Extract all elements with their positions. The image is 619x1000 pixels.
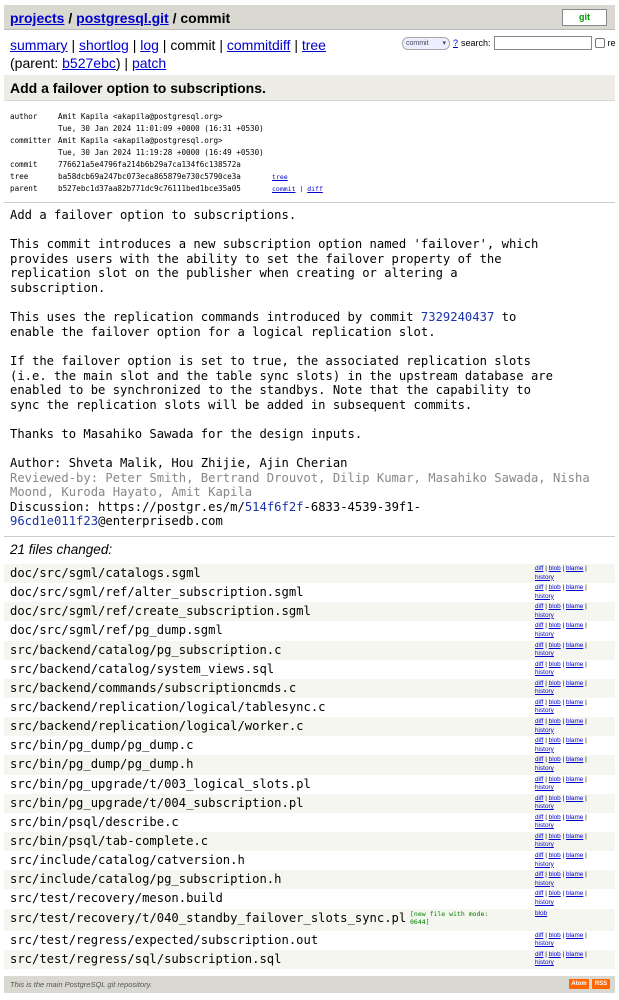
link-separator: | bbox=[583, 603, 587, 611]
file-row bbox=[4, 602, 615, 621]
file-blob-link[interactable]: blob bbox=[548, 832, 561, 840]
msg-paragraph: If the failover option is set to true, the associated replication slots (i.e. the main slot and the table sync slots) in the upstream database are enabled to be synchronized to the standbys. Note that the capability to sync the replication slots will be added in subsequent commits. bbox=[10, 353, 553, 412]
file-diff-link[interactable]: diff bbox=[535, 565, 544, 572]
link-separator: | bbox=[543, 950, 549, 958]
file-diff-link[interactable]: diff bbox=[535, 584, 544, 592]
file-links bbox=[535, 951, 613, 968]
meta-parent-links: commit | diff bbox=[272, 185, 323, 193]
file-diff-link[interactable]: diff bbox=[535, 931, 544, 939]
file-links bbox=[535, 737, 613, 754]
file-diff-link[interactable]: diff bbox=[535, 775, 544, 783]
file-diff-link[interactable]: diff bbox=[535, 852, 544, 860]
header-separator: / bbox=[68, 10, 73, 26]
link-separator: | bbox=[543, 603, 549, 611]
link-separator: | bbox=[543, 622, 549, 630]
file-row bbox=[4, 679, 615, 698]
meta-label: parent bbox=[10, 184, 38, 193]
link-separator: | bbox=[583, 737, 587, 745]
link-separator: | bbox=[560, 622, 566, 630]
file-blame-link[interactable]: blame bbox=[565, 852, 584, 860]
meta-parent-diff-link[interactable]: diff bbox=[307, 185, 323, 193]
meta-label: commit bbox=[10, 160, 38, 169]
link-separator: | bbox=[583, 871, 587, 879]
file-diff-link[interactable]: diff bbox=[535, 718, 544, 726]
file-history-link[interactable]: history bbox=[535, 630, 554, 638]
file-blob-link[interactable]: blob bbox=[548, 660, 561, 668]
file-diff-link[interactable]: diff bbox=[535, 660, 544, 668]
link-separator: | bbox=[543, 718, 549, 726]
file-blame-link[interactable]: blame bbox=[565, 679, 584, 687]
file-blame-link[interactable]: blame bbox=[565, 794, 584, 802]
meta-committer: Amit Kapila <akapila@postgresql.org> bbox=[58, 136, 223, 145]
commit-message bbox=[10, 208, 610, 529]
meta-parent-row bbox=[10, 183, 610, 195]
file-links bbox=[535, 756, 613, 773]
footer-text: This is the main PostgreSQL git repository. bbox=[10, 980, 152, 989]
chevron-down-icon: ▾ bbox=[442, 40, 446, 47]
file-diff-link[interactable]: diff bbox=[535, 794, 544, 802]
file-links bbox=[535, 642, 613, 659]
file-row bbox=[4, 813, 615, 832]
link-separator: | bbox=[560, 698, 566, 706]
meta-author: Amit Kapila <akapila@postgresql.org> bbox=[58, 112, 223, 121]
nav-sep: | bbox=[71, 37, 76, 53]
search-type-select[interactable] bbox=[402, 37, 450, 50]
search-label: search: bbox=[461, 38, 491, 48]
file-links bbox=[535, 584, 613, 601]
meta-label: committer bbox=[10, 136, 52, 145]
file-links bbox=[535, 814, 613, 831]
file-links bbox=[535, 795, 613, 812]
file-row bbox=[4, 909, 615, 931]
file-diff-link[interactable]: diff bbox=[535, 622, 544, 630]
file-history-link[interactable]: history bbox=[535, 784, 554, 792]
msg-paragraph: Thanks to Masahiko Sawada for the design inputs. bbox=[10, 426, 363, 441]
link-separator: | bbox=[560, 890, 566, 898]
link-separator: | bbox=[583, 890, 587, 898]
msg-paragraph: This uses the replication commands introduced by commit bbox=[10, 310, 421, 325]
link-separator: | bbox=[560, 584, 566, 592]
msg-discussion-link[interactable]: 514f6f2f bbox=[244, 499, 304, 514]
nav-log[interactable]: log bbox=[140, 37, 159, 53]
file-history-link[interactable]: history bbox=[535, 745, 554, 753]
link-separator: | bbox=[583, 565, 587, 572]
meta-label: tree bbox=[10, 172, 29, 181]
link-separator: | bbox=[583, 679, 587, 687]
file-name-link[interactable]: doc/src/sgml/ref/create_subscription.sgml bbox=[10, 604, 311, 619]
link-separator: | bbox=[560, 660, 566, 668]
file-history-link[interactable]: history bbox=[535, 860, 554, 868]
file-row bbox=[4, 641, 615, 660]
link-separator: | bbox=[543, 584, 549, 592]
file-links bbox=[535, 910, 613, 919]
link-separator: | bbox=[543, 737, 549, 745]
new-file-note: [new file with mode: 0644] bbox=[410, 909, 489, 926]
file-row bbox=[4, 832, 615, 851]
file-history-link[interactable]: history bbox=[535, 592, 554, 600]
link-separator: | bbox=[543, 660, 549, 668]
divider bbox=[4, 536, 615, 537]
link-separator: | bbox=[543, 775, 549, 783]
search-type-value: commit bbox=[406, 39, 429, 47]
nav-sep: | bbox=[219, 37, 223, 53]
meta-committer-row bbox=[10, 135, 610, 147]
file-blob-link[interactable]: blob bbox=[548, 718, 561, 726]
regex-label: re bbox=[607, 38, 616, 48]
file-row bbox=[4, 794, 615, 813]
link-separator: | bbox=[583, 832, 587, 840]
link-separator: | bbox=[583, 756, 587, 764]
link-separator: | bbox=[543, 756, 549, 764]
regex-checkbox[interactable] bbox=[595, 38, 605, 48]
nav-tree[interactable]: tree bbox=[301, 37, 326, 53]
parent-suffix: ) bbox=[115, 55, 121, 71]
rss-feed-button[interactable]: RSS bbox=[592, 979, 610, 989]
file-row bbox=[4, 564, 615, 583]
file-row bbox=[4, 931, 615, 950]
file-links bbox=[535, 699, 613, 716]
file-name-link[interactable]: src/test/regress/expected/subscription.out bbox=[10, 932, 319, 947]
nav-sep: | bbox=[294, 37, 298, 53]
file-name-link[interactable]: src/include/catalog/pg_subscription.h bbox=[10, 872, 282, 887]
file-blob-link[interactable]: blob bbox=[548, 603, 561, 611]
file-row bbox=[4, 660, 615, 679]
link-separator: | bbox=[583, 852, 587, 860]
nav-sep: | bbox=[124, 55, 129, 71]
file-blob-link[interactable]: blob bbox=[548, 871, 561, 879]
file-blame-link[interactable]: blame bbox=[565, 660, 584, 668]
msg-commit-link[interactable]: 7329240437 bbox=[420, 310, 495, 325]
file-diff-link[interactable]: diff bbox=[535, 756, 544, 764]
file-name-link[interactable]: src/bin/pg_upgrade/t/003_logical_slots.pl bbox=[10, 776, 311, 791]
file-blame-link[interactable]: blame bbox=[565, 603, 584, 611]
file-blob-link[interactable]: blob bbox=[548, 622, 561, 630]
page-header bbox=[4, 5, 615, 30]
meta-commit-hash: 776621a5e4796fa214b6b29a7ca134f6c138572a bbox=[58, 160, 241, 169]
file-diff-link[interactable]: diff bbox=[535, 871, 544, 879]
file-row bbox=[4, 889, 615, 908]
search-bar bbox=[402, 34, 617, 52]
link-separator: | bbox=[583, 950, 587, 958]
file-row bbox=[4, 621, 615, 640]
nav-patch[interactable]: patch bbox=[131, 55, 167, 71]
nav-commit-current: commit bbox=[170, 37, 216, 53]
file-blob-link[interactable]: blob bbox=[548, 775, 561, 783]
search-input[interactable] bbox=[494, 36, 592, 50]
file-blob-link[interactable]: blob bbox=[548, 737, 561, 745]
file-blame-link[interactable]: blame bbox=[565, 871, 584, 879]
file-row bbox=[4, 717, 615, 736]
file-name-link[interactable]: doc/src/sgml/ref/pg_dump.sgml bbox=[10, 623, 223, 638]
file-diff-link[interactable]: diff bbox=[535, 950, 544, 958]
file-links bbox=[535, 932, 613, 949]
footer bbox=[4, 976, 615, 993]
file-blob-link[interactable]: blob bbox=[548, 641, 561, 649]
link-separator: | bbox=[560, 565, 566, 572]
git-logo-text: git bbox=[579, 12, 590, 22]
file-name-link[interactable]: src/test/regress/sql/subscription.sql bbox=[10, 951, 282, 966]
meta-tree-link[interactable]: tree bbox=[272, 173, 288, 181]
file-row bbox=[4, 736, 615, 755]
link-separator: | bbox=[543, 871, 549, 879]
file-blame-link[interactable]: blame bbox=[565, 737, 584, 745]
file-blame-link[interactable]: blame bbox=[565, 832, 584, 840]
link-separator: | bbox=[583, 660, 587, 668]
file-history-link[interactable]: history bbox=[535, 898, 554, 906]
file-name-link[interactable]: src/bin/psql/describe.c bbox=[10, 814, 179, 829]
files-changed-heading: 21 files changed: bbox=[10, 542, 113, 557]
file-diff-link[interactable]: diff bbox=[535, 813, 544, 821]
file-blob-link[interactable]: blob bbox=[548, 794, 561, 802]
file-name-link[interactable]: doc/src/sgml/ref/alter_subscription.sgml bbox=[10, 585, 304, 600]
link-separator: | bbox=[543, 852, 549, 860]
file-blame-link[interactable]: blame bbox=[565, 931, 584, 939]
search-help-link[interactable]: ? bbox=[453, 38, 459, 48]
meta-parent-commit-link[interactable]: commit bbox=[272, 185, 296, 193]
nav-commitdiff[interactable]: commitdiff bbox=[226, 37, 291, 53]
file-blob-link[interactable]: blob bbox=[548, 890, 561, 898]
nav-sep: | bbox=[162, 37, 167, 53]
meta-author-row bbox=[10, 111, 610, 123]
projects-link[interactable]: projects bbox=[10, 10, 65, 26]
file-name-link[interactable]: src/backend/replication/logical/worker.c bbox=[10, 719, 304, 734]
meta-label: author bbox=[10, 112, 38, 121]
file-history-link[interactable]: history bbox=[535, 611, 554, 619]
meta-commit-row bbox=[10, 159, 610, 171]
file-links bbox=[535, 718, 613, 735]
file-history-link[interactable]: history bbox=[535, 822, 554, 830]
file-list bbox=[4, 564, 615, 969]
link-separator: | bbox=[560, 794, 566, 802]
link-separator: | bbox=[583, 641, 587, 649]
file-blame-link[interactable]: blame bbox=[565, 813, 584, 821]
file-blame-link[interactable]: blame bbox=[565, 775, 584, 783]
meta-tree-hash: ba58dcb69a247bc073eca865879e730c5790ce3a bbox=[58, 172, 241, 181]
commit-title[interactable]: Add a failover option to subscriptions. bbox=[4, 75, 615, 101]
file-blame-link[interactable]: blame bbox=[565, 622, 584, 630]
msg-author-line: Author: Shveta Malik, Hou Zhijie, Ajin Cherian bbox=[10, 456, 348, 471]
repo-link[interactable]: postgresql.git bbox=[76, 10, 169, 26]
link-separator: | bbox=[543, 679, 549, 687]
link-separator: | bbox=[560, 718, 566, 726]
link-separator: | bbox=[583, 931, 587, 939]
file-blame-link[interactable]: blame bbox=[565, 584, 584, 592]
file-name-link[interactable]: src/include/catalog/catversion.h bbox=[10, 853, 245, 868]
msg-paragraph: to enable the failover option for a logical replication slot. bbox=[10, 310, 517, 339]
file-name-link[interactable]: src/bin/psql/tab-complete.c bbox=[10, 833, 209, 848]
file-links bbox=[535, 890, 613, 907]
link-separator: | bbox=[560, 852, 566, 860]
file-name-link[interactable]: src/backend/catalog/pg_subscription.c bbox=[10, 642, 282, 657]
link-separator: | bbox=[583, 584, 587, 592]
file-links bbox=[535, 603, 613, 620]
file-history-link[interactable]: history bbox=[535, 803, 554, 811]
file-name-link[interactable]: src/bin/pg_dump/pg_dump.c bbox=[10, 738, 194, 753]
file-history-link[interactable]: history bbox=[535, 669, 554, 677]
file-diff-link[interactable]: diff bbox=[535, 832, 544, 840]
file-history-link[interactable]: history bbox=[535, 841, 554, 849]
atom-feed-button[interactable]: Atom bbox=[569, 979, 589, 989]
file-name-link[interactable]: doc/src/sgml/catalogs.sgml bbox=[10, 566, 201, 580]
link-separator: | bbox=[543, 698, 549, 706]
file-blob-link[interactable]: blob bbox=[535, 909, 548, 917]
commit-metadata bbox=[10, 111, 610, 195]
msg-discussion: @enterprisedb.com bbox=[98, 514, 223, 529]
file-blob-link[interactable]: blob bbox=[548, 584, 561, 592]
file-links bbox=[535, 680, 613, 697]
link-separator: | bbox=[560, 679, 566, 687]
file-name-link[interactable]: src/backend/catalog/system_views.sql bbox=[10, 661, 275, 676]
file-row bbox=[4, 950, 615, 969]
file-diff-link[interactable]: diff bbox=[535, 603, 544, 611]
file-name-link[interactable]: src/bin/pg_upgrade/t/004_subscription.pl bbox=[10, 795, 304, 810]
parent-prefix: (parent: bbox=[10, 55, 63, 71]
file-history-link[interactable]: history bbox=[535, 707, 554, 715]
file-blob-link[interactable]: blob bbox=[548, 756, 561, 764]
msg-subject: Add a failover option to subscriptions. bbox=[10, 208, 297, 222]
nav-summary[interactable]: summary bbox=[10, 37, 68, 53]
file-name-link[interactable]: src/backend/commands/subscriptioncmds.c bbox=[10, 680, 297, 695]
file-name-link[interactable]: src/bin/pg_dump/pg_dump.h bbox=[10, 757, 194, 772]
file-history-link[interactable]: history bbox=[535, 940, 554, 948]
file-links bbox=[535, 565, 613, 582]
file-blame-link[interactable]: blame bbox=[565, 950, 584, 958]
file-history-link[interactable]: history bbox=[535, 688, 554, 696]
link-separator: | bbox=[543, 813, 549, 821]
file-blob-link[interactable]: blob bbox=[548, 931, 561, 939]
git-logo-icon[interactable] bbox=[562, 9, 607, 26]
link-separator: | bbox=[583, 813, 587, 821]
file-blob-link[interactable]: blob bbox=[548, 852, 561, 860]
file-name-link[interactable]: src/backend/replication/logical/tablesync.c bbox=[10, 699, 326, 714]
msg-reviewed-by: Reviewed-by: Peter Smith, Bertrand Drouvot, Dilip Kumar, Masahiko Sawada, Nisha Moond, Kuroda Hayato, Amit Kapila bbox=[10, 470, 590, 500]
file-row bbox=[4, 851, 615, 870]
link-separator: | bbox=[543, 931, 549, 939]
file-history-link[interactable]: history bbox=[535, 879, 554, 887]
link-separator: | bbox=[560, 832, 566, 840]
file-blob-link[interactable]: blob bbox=[548, 813, 561, 821]
file-blame-link[interactable]: blame bbox=[565, 641, 584, 649]
file-history-link[interactable]: history bbox=[535, 764, 554, 772]
file-row bbox=[4, 583, 615, 602]
link-separator: | bbox=[560, 950, 566, 958]
file-history-link[interactable]: history bbox=[535, 650, 554, 658]
file-row bbox=[4, 755, 615, 774]
meta-author-date-row bbox=[10, 123, 610, 135]
file-diff-link[interactable]: diff bbox=[535, 737, 544, 745]
file-blame-link[interactable]: blame bbox=[565, 890, 584, 898]
divider bbox=[4, 202, 615, 203]
link-separator: | bbox=[583, 794, 587, 802]
file-links bbox=[535, 852, 613, 869]
link-separator: | bbox=[560, 871, 566, 879]
file-blame-link[interactable]: blame bbox=[565, 698, 584, 706]
link-separator: | bbox=[583, 775, 587, 783]
msg-discussion: Discussion: https://postgr.es/m/ bbox=[10, 499, 245, 514]
msg-paragraph: This commit introduces a new subscription option named 'failover', which provides users with the ability to set the failover property of the replication slot on the publisher when creating or altering a subscription. bbox=[10, 237, 539, 295]
file-diff-link[interactable]: diff bbox=[535, 641, 544, 649]
file-name-link[interactable]: src/test/recovery/t/040_standby_failover_slots_sync.pl bbox=[10, 910, 407, 925]
file-name-link[interactable]: src/test/recovery/meson.build bbox=[10, 891, 223, 906]
link-separator: | bbox=[560, 603, 566, 611]
link-separator: | bbox=[560, 737, 566, 745]
parent-hash-link[interactable]: b527ebc bbox=[62, 55, 116, 71]
nav-shortlog[interactable]: shortlog bbox=[78, 37, 129, 53]
header-page: / commit bbox=[172, 10, 231, 26]
file-history-link[interactable]: history bbox=[535, 726, 554, 734]
file-blob-link[interactable]: blob bbox=[548, 565, 561, 572]
file-links bbox=[535, 833, 613, 850]
link-separator: | bbox=[583, 622, 587, 630]
file-blame-link[interactable]: blame bbox=[565, 565, 584, 572]
nav-bar bbox=[10, 36, 400, 72]
meta-tree-row bbox=[10, 171, 610, 183]
link-separator: | bbox=[583, 718, 587, 726]
link-separator: | bbox=[583, 698, 587, 706]
file-links bbox=[535, 776, 613, 793]
file-links bbox=[535, 661, 613, 678]
link-separator: | bbox=[543, 641, 549, 649]
file-links bbox=[535, 871, 613, 888]
meta-parent-hash[interactable]: b527ebc1d37aa82b771dc9c76111bed1bce35a05 bbox=[58, 184, 241, 193]
file-blob-link[interactable]: blob bbox=[548, 950, 561, 958]
link-separator: | bbox=[560, 775, 566, 783]
file-blob-link[interactable]: blob bbox=[548, 698, 561, 706]
meta-committer-date: Tue, 30 Jan 2024 11:19:28 +0000 (16:49 +0530) bbox=[58, 148, 264, 157]
link-separator: | bbox=[543, 565, 549, 572]
file-row bbox=[4, 698, 615, 717]
msg-discussion: -6833-4539-39f1- bbox=[303, 499, 421, 514]
file-history-link[interactable]: history bbox=[535, 573, 554, 581]
file-links bbox=[535, 622, 613, 639]
file-blob-link[interactable]: blob bbox=[548, 679, 561, 687]
link-separator: | bbox=[543, 890, 549, 898]
msg-discussion-link[interactable]: 96cd1e011f23 bbox=[10, 514, 99, 529]
file-diff-link[interactable]: diff bbox=[535, 679, 544, 687]
file-history-link[interactable]: history bbox=[535, 959, 554, 967]
link-separator: | bbox=[543, 794, 549, 802]
file-blame-link[interactable]: blame bbox=[565, 756, 584, 764]
file-row bbox=[4, 870, 615, 889]
link-separator: | bbox=[560, 813, 566, 821]
file-blame-link[interactable]: blame bbox=[565, 718, 584, 726]
link-separator: | bbox=[560, 641, 566, 649]
file-diff-link[interactable]: diff bbox=[535, 890, 544, 898]
meta-author-date: Tue, 30 Jan 2024 11:01:09 +0000 (16:31 +0530) bbox=[58, 124, 264, 133]
meta-committer-date-row bbox=[10, 147, 610, 159]
file-diff-link[interactable]: diff bbox=[535, 698, 544, 706]
link-separator: | bbox=[560, 756, 566, 764]
link-separator: | bbox=[560, 931, 566, 939]
nav-sep: | bbox=[132, 37, 137, 53]
file-row bbox=[4, 775, 615, 794]
link-separator: | bbox=[543, 832, 549, 840]
